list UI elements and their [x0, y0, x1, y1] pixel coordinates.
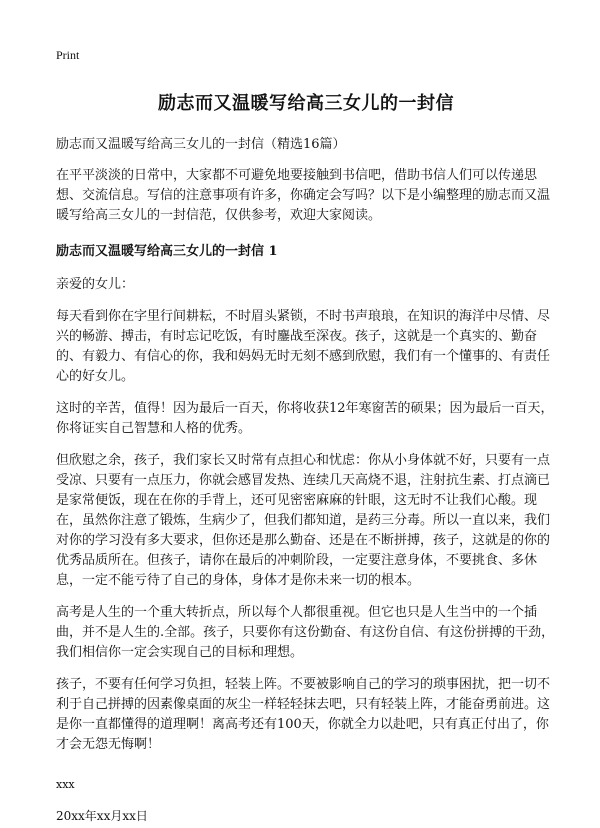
letter-date: 20xx年xx月xx日: [56, 809, 148, 823]
letter-signature: xxx: [56, 778, 75, 791]
intro-paragraph: 在平平淡淡的日常中，大家都不可避免地要接触到书信吧，借助书信人们可以传递思想、交流信息。写信的注意事项有许多，你确定会写吗？以下是小编整理的励志而又温暖写给高三女儿的一封信范，仅供参考，欢迎大家阅读。: [56, 168, 551, 223]
letter-paragraph-2: 这时的辛苦，值得！因为最后一百天，你将收获12年寒窗苦的硕果；因为最后一百天，你将证实自己智慧和人格的优秀。: [56, 401, 554, 436]
document-page: [56, 44, 556, 825]
document-subtitle: 励志而又温暖写给高三女儿的一封信（精选16篇）: [56, 137, 346, 152]
letter-paragraph-5: 孩子，不要有任何学习负担，轻装上阵。不要被影响自己的学习的琐事困扰，把一切不利于自己拼搏的因素像桌面的灰尘一样轻轻抹去吧，只有轻装上阵，才能奋勇前进。这是你一直都懂得的道理啊！离高考还有100天，你就全力以赴吧，只有真正付出了，你才会无怨无悔啊！: [56, 677, 551, 752]
print-link[interactable]: Print: [56, 48, 80, 62]
letter-paragraph-4: 高考是人生的一个重大转折点，所以每个人都很重视。但它也只是人生当中的一个插曲，并不是人生的.全部。孩子，只要你有这份勤奋、有这份自信、有这份拼搏的干劲，我们相信你一定会实现自己的目标和理想。: [56, 605, 555, 660]
section-heading: 励志而又温暖写给高三女儿的一封信 1: [56, 244, 278, 259]
letter-paragraph-1: 每天看到你在字里行间耕耘，不时眉头紧锁，不时书声琅琅，在知识的海洋中尽情、尽兴的畅游、搏击，有时忘记吃饭，有时鏖战至深夜。孩子，这就是一个真实的、勤奋的、有毅力、有信心的你，我和妈妈无时无刻不感到欣慰，我们有一个懂事的、有责任心的好女儿。: [56, 309, 551, 384]
letter-paragraph-3: 但欣慰之余，孩子，我们家长又时常有点担心和忧虑：你从小身体就不好，只要有一点受凉、只要有一点压力，你就会感冒发热、连续几天高烧不退，注射抗生素、打点滴已是家常便饭，现在在你的手背上，还可见密密麻麻的针眼，这无时不让我们心酸。现在，虽然你注意了锻炼，生病少了，但我们都知道，是药三分毒。所以一直以来，我们对你的学习没有多大要求，但你还是那么勤奋、还是在不断拼搏，孩子，这就是的你的优秀品质所在。但孩子，请你在最后的冲刺阶段，一定要注意身体，不要挑食、多休息，一定不能亏待了自己的身体，身体才是你未来一切的根本。: [56, 453, 551, 588]
letter-greeting: 亲爱的女儿：: [56, 277, 135, 292]
page-title: 励志而又温暖写给高三女儿的一封信: [158, 93, 454, 114]
